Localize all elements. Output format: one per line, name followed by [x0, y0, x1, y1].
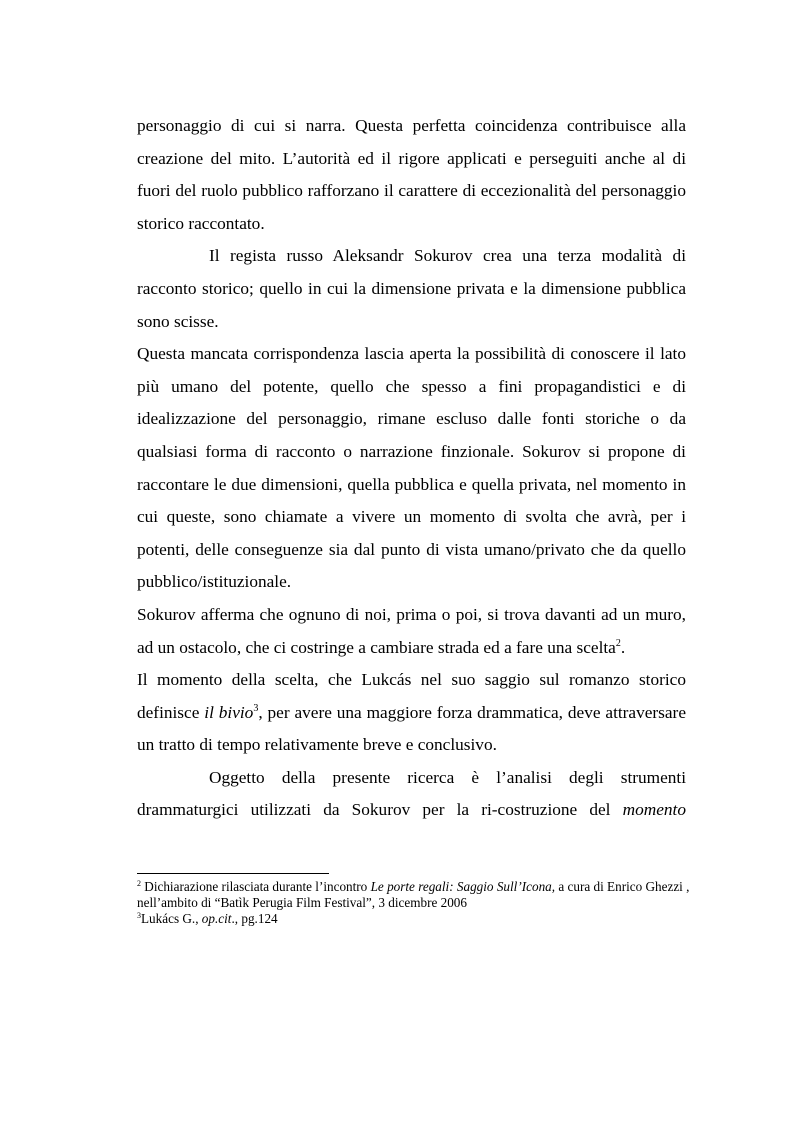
paragraph-5-italic: il bivio — [204, 702, 254, 722]
paragraph-4-end: . — [620, 637, 626, 657]
footnote-ref-3[interactable]: 3 — [253, 702, 259, 714]
footnotes — [137, 873, 697, 926]
paragraph-2 — [137, 240, 686, 338]
footnote-2 — [137, 879, 697, 911]
footnote-2-text-a: Dichiarazione rilasciata durante l’incontro — [141, 879, 371, 894]
paragraph-1 — [137, 110, 686, 240]
footnote-3 — [137, 911, 697, 927]
footnote-ref-2[interactable]: 2 — [615, 637, 621, 649]
footnote-2-text-b: a cura di Enrico Ghezzi , nell’ambito di “Batìk Perugia Film Festival”, 3 dicembre 2006 — [137, 879, 690, 910]
footnote-3-number: 3 — [137, 910, 141, 920]
paragraph-4-text: Sokurov afferma che ognuno di noi, prima o poi, si trova davanti ad un muro, ad un ostacolo, che ci costringe a cambiare strada ed a fare una scelta — [137, 604, 686, 657]
paragraph-5 — [137, 664, 686, 762]
paragraph-6-text: Oggetto della presente ricerca è l’analisi degli strumenti drammaturgici utilizzati da Sokurov per la ri-costruzione del — [137, 767, 686, 820]
paragraph-3-text: Questa mancata corrispondenza lascia aperta la possibilità di conoscere il lato più umano del potente, quello che spesso a fini propagandistici e di idealizzazione del personaggio, rimane escluso dalle fonti storiche o da qualsiasi forma di racconto o narrazione finzionale. Sokurov si propone di raccontare le due dimensioni, quella pubblica e quella privata, nel momento in cui queste, sono chiamate a vivere un momento di svolta che avrà, per i potenti, delle conseguenze sia dal punto di vista umano/privato che da quello pubblico/istituzionale. — [137, 344, 686, 592]
footnote-3-text-a: Lukács G., — [141, 910, 202, 926]
page-body — [137, 110, 686, 827]
paragraph-6-italic: momento — [622, 800, 686, 820]
footnote-separator — [137, 873, 329, 874]
paragraph-5-text-a: Il momento della scelta, che Lukcás nel suo saggio sul romanzo storico definisce — [137, 670, 686, 722]
paragraph-6 — [137, 762, 686, 827]
paragraph-4 — [137, 599, 686, 664]
paragraph-1-text: personaggio di cui si narra. Questa perfetta coincidenza contribuisce alla creazione del mito. L’autorità ed il rigore applicati e perseguiti anche al di fuori del ruolo pubblico rafforzano il carattere di eccezionalità del personaggio storico raccontato. — [137, 116, 686, 233]
footnote-3-text-b: ., pg.124 — [231, 910, 278, 926]
paragraph-5-text-b: , per avere una maggiore forza drammatica, deve attraversare un tratto di tempo relativamente breve e conclusivo. — [137, 702, 686, 755]
paragraph-2-text: Il regista russo Aleksandr Sokurov crea una terza modalità di racconto storico; quello in cui la dimensione privata e la dimensione pubblica sono scisse. — [137, 246, 686, 331]
footnote-2-italic: Le porte regali: Saggio Sull’Icona, — [370, 879, 556, 894]
paragraph-3 — [137, 338, 686, 599]
footnote-2-number: 2 — [137, 879, 141, 888]
footnote-3-italic: op.cit — [201, 910, 232, 926]
